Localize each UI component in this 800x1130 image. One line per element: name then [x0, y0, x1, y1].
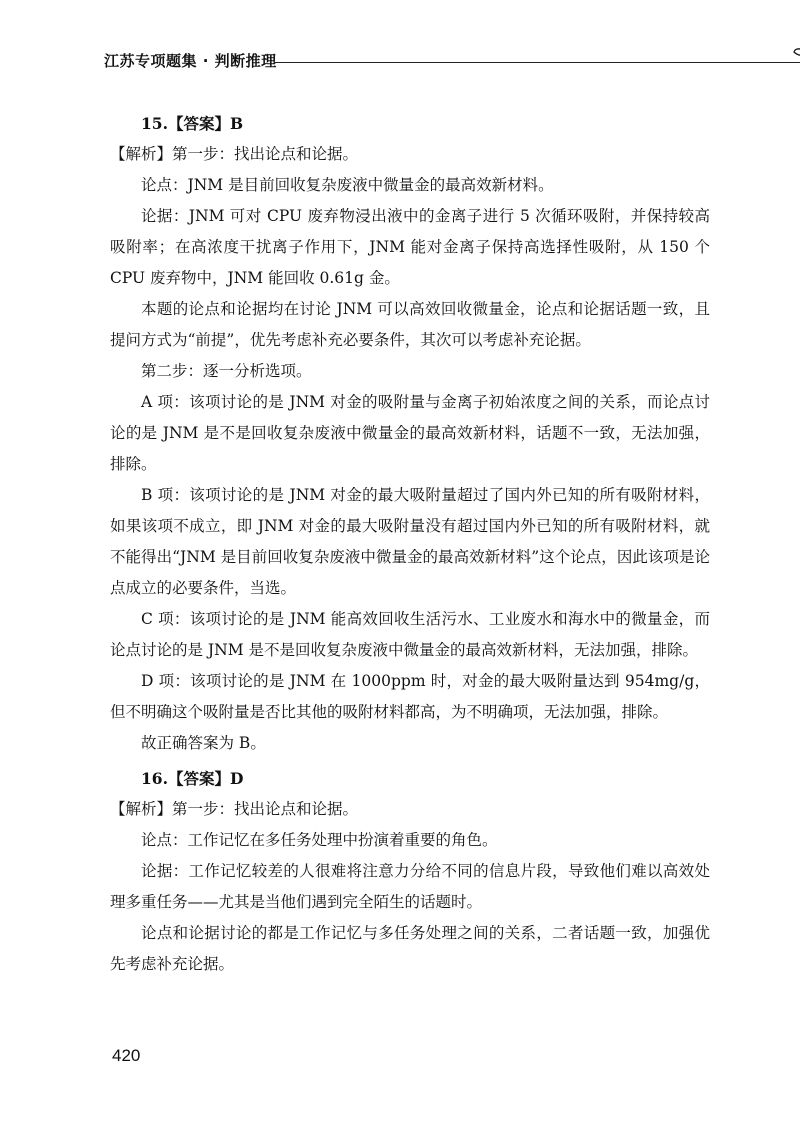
- q16-topic: 论点和论据讨论的都是工作记忆与多任务处理之间的关系，二者话题一致，加强优先考虑补充论据。: [110, 924, 710, 973]
- q15-topic: 本题的论点和论据均在讨论 JNM 可以高效回收微量金，论点和论据话题一致，且提问方式为“前提”，优先考虑补充必要条件，其次可以考虑补充论据。: [110, 300, 710, 349]
- q15-option-b: B 项：该项讨论的是 JNM 对金的最大吸附量超过了国内外已知的所有吸附材料，如果该项不成立，即 JNM 对金的最大吸附量没有超过国内外已知的所有吸附材料，就不能得出“JNM 是目前回收复杂废液中微量金的最高效新材料”这个论点，因此该项是论点成立的必要条件，当选。: [110, 486, 710, 597]
- q15-claim: 论点：JNM 是目前回收复杂废液中微量金的最高效新材料。: [141, 176, 554, 194]
- answer-content: [110, 108, 710, 980]
- q15-option-d: D 项：该项讨论的是 JNM 在 1000ppm 时，对金的最大吸附量达到 954mg/g，但不明确这个吸附量是否比其他的吸附材料都高，为不明确项，无法加强，排除。: [110, 672, 710, 721]
- header-title: 江苏专项题集 · 判断推理: [104, 52, 277, 70]
- q15-answer: 15.【答案】B: [141, 114, 244, 133]
- q15-analysis-step1: 【解析】第一步：找出论点和论据。: [110, 145, 359, 163]
- header-rule: [274, 62, 800, 63]
- q15-option-a: A 项：该项讨论的是 JNM 对金的吸附量与金离子初始浓度之间的关系，而论点讨论的是 JNM 是不是回收复杂废液中微量金的最高效新材料，话题不一致，无法加强，排除。: [110, 393, 710, 473]
- q16-evidence: 论据：工作记忆较差的人很难将注意力分给不同的信息片段，导致他们难以高效处理多重任务——尤其是当他们遇到完全陌生的话题时。: [110, 862, 710, 911]
- sprout-icon: [790, 44, 800, 70]
- q16-answer: 16.【答案】D: [141, 769, 244, 788]
- q16-claim: 论点：工作记忆在多任务处理中扮演着重要的角色。: [141, 831, 498, 849]
- page-number: 420: [112, 1046, 141, 1065]
- q15-option-c: C 项：该项讨论的是 JNM 能高效回收生活污水、工业废水和海水中的微量金，而论点讨论的是 JNM 是不是回收复杂废液中微量金的最高效新材料，无法加强，排除。: [110, 610, 710, 659]
- q15-step2: 第二步：逐一分析选项。: [141, 362, 312, 380]
- q15-evidence: 论据：JNM 可对 CPU 废弃物浸出液中的金离子进行 5 次循环吸附，并保持较高吸附率；在高浓度干扰离子作用下，JNM 能对金离子保持高选择性吸附，从 150 个 CPU 废弃物中，JNM 能回收 0.61g 金。: [110, 207, 710, 287]
- q15-conclusion: 故正确答案为 B。: [141, 734, 266, 752]
- running-header: [104, 42, 724, 76]
- q16-analysis-step1: 【解析】第一步：找出论点和论据。: [110, 800, 359, 818]
